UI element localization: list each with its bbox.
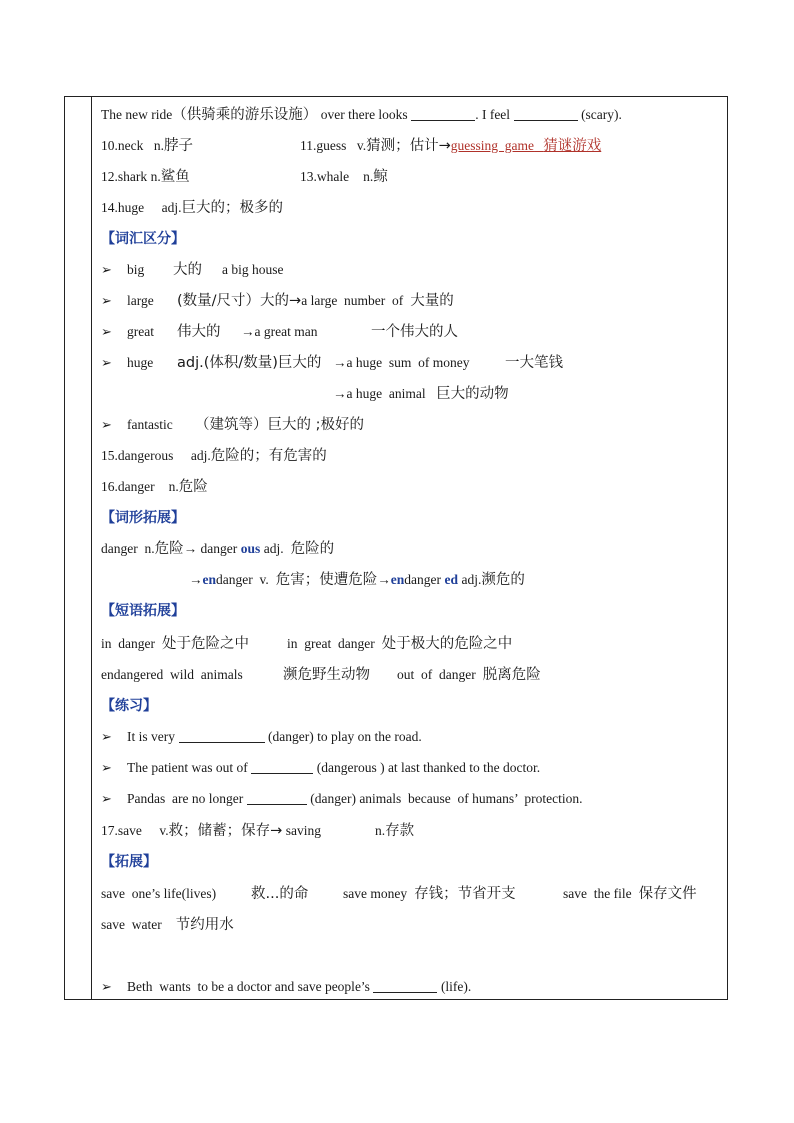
phrase-line-1: in danger 处于危险之中 in great danger 处于极大的危险之中	[101, 636, 513, 652]
practice-q3: ➢ Pandas are no longer (danger) animals because of humans’ protection.	[101, 787, 719, 811]
heading-vocab-distinguish: 【词汇区分】	[101, 231, 185, 247]
practice-q1-blank[interactable]	[179, 727, 265, 743]
arrow-bullet-icon: ➢	[101, 417, 112, 432]
distinguish-big: ➢ big 大的 a big house	[101, 258, 719, 282]
heading-expand: 【拓展】	[101, 854, 157, 870]
vocab-row-neck-guess: 10.neck n.脖子 11.guess v.猜测；估计→guessing game 猜谜游戏	[101, 138, 602, 154]
practice-q4: ➢ Beth wants to be a doctor and save people’s (life).	[101, 975, 719, 999]
vocab-danger: 16.danger n.危险	[101, 479, 208, 495]
sentence-new-ride: The new ride（供骑乘的游乐设施） over there looks . I feel (scary).	[101, 107, 622, 123]
heading-practice: 【练习】	[101, 698, 157, 714]
distinguish-fantastic: ➢ fantastic （建筑等）巨大的 ;极好的	[101, 413, 719, 437]
vocab-row-huge: 14.huge adj.巨大的；极多的	[101, 200, 283, 216]
heading-word-form: 【词形拓展】	[101, 510, 185, 526]
practice-q4-blank[interactable]	[373, 977, 437, 993]
expand-line-1: save one’s life(lives) 救...的命 save money 存钱；节省开支 save the file 保存文件	[101, 886, 697, 902]
arrow-bullet-icon: ➢	[101, 324, 112, 339]
arrow-bullet-icon: ➢	[101, 293, 112, 308]
wordform-line-2: →endanger v. 危害；使遭危险→endanger ed adj.濒危的	[189, 572, 525, 588]
blank-2[interactable]	[514, 105, 578, 121]
arrow-bullet-icon: ➢	[101, 791, 112, 806]
phrase-line-2: endangered wild animals 濒危野生动物 out of danger 脱离危险	[101, 667, 541, 683]
heading-phrase: 【短语拓展】	[101, 603, 185, 619]
wordform-line-1: danger n.危险→ danger ous adj. 危险的	[101, 541, 335, 557]
practice-q3-blank[interactable]	[247, 789, 307, 805]
arrow-bullet-icon: ➢	[101, 979, 112, 994]
practice-q2-blank[interactable]	[251, 758, 313, 774]
practice-q2: ➢ The patient was out of (dangerous ) at last thanked to the doctor.	[101, 756, 719, 780]
expand-line-2: save water 节约用水	[101, 917, 234, 933]
arrow-bullet-icon: ➢	[101, 262, 112, 277]
practice-q1: ➢ It is very (danger) to play on the road.	[101, 725, 719, 749]
vocab-save: 17.save v.救；储蓄；保存→ saving n.存款	[101, 823, 415, 839]
worksheet-table	[64, 96, 728, 1000]
arrow-bullet-icon: ➢	[101, 760, 112, 775]
left-column-cell	[65, 97, 92, 999]
distinguish-large: ➢ large (数量/尺寸）大的→a large number of 大量的	[101, 289, 719, 313]
distinguish-great: ➢ great 伟大的 →a great man 一个伟大的人	[101, 320, 719, 344]
vocab-dangerous: 15.dangerous adj.危险的；有危害的	[101, 448, 327, 464]
arrow-bullet-icon: ➢	[101, 729, 112, 744]
vocab-row-shark-whale: 12.shark n.鲨鱼 13.whale n.鲸	[101, 169, 388, 185]
distinguish-huge-example-2: →a huge animal 巨大的动物	[333, 386, 509, 402]
arrow-bullet-icon: ➢	[101, 355, 112, 370]
distinguish-huge: ➢ huge adj.(体积/数量)巨大的 →a huge sum of money 一大笔钱	[101, 351, 719, 375]
blank-1[interactable]	[411, 105, 475, 121]
